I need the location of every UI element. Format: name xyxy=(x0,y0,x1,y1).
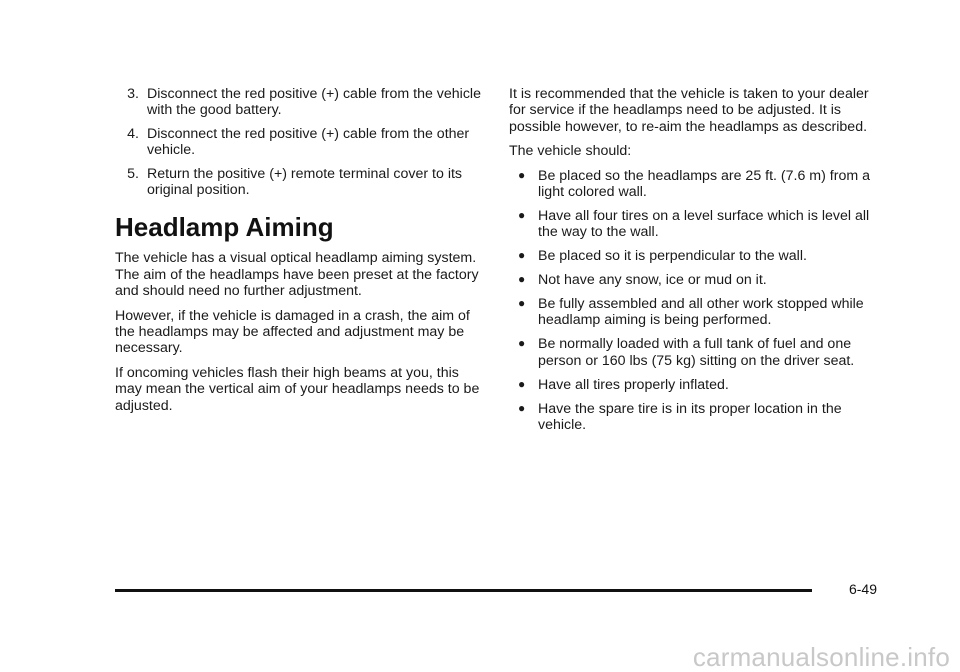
list-item-text: Have the spare tire is in its proper location in the vehicle. xyxy=(538,400,842,433)
list-item xyxy=(509,208,874,241)
bullet-icon: ● xyxy=(518,376,526,391)
list-item-text: Be fully assembled and all other work stopped while headlamp aiming is being performed. xyxy=(538,296,864,329)
bullet-icon: ● xyxy=(518,336,526,351)
bullet-icon: ● xyxy=(518,296,526,311)
list-item xyxy=(509,401,874,434)
bullet-icon: ● xyxy=(518,167,526,182)
list-item-text: Have all four tires on a level surface which is level all the way to the wall. xyxy=(538,207,870,241)
step-text: Return the positive (+) remote terminal cover to its original position. xyxy=(147,165,463,199)
step-number: 3. xyxy=(127,86,139,102)
list-item xyxy=(509,336,874,369)
watermark: carmanualsonline.info xyxy=(692,642,950,672)
left-column xyxy=(115,86,487,422)
list-item xyxy=(509,168,874,201)
list-item xyxy=(509,296,874,329)
step-item xyxy=(115,166,487,199)
step-text: Disconnect the red positive (+) cable from the vehicle with the good battery. xyxy=(147,86,481,119)
intro-paragraph: It is recommended that the vehicle is taken to your dealer for service if the headlamps need to be adjusted. It is possible however, to re-aim the headlamps as described. xyxy=(509,86,869,135)
bullet-icon: ● xyxy=(518,207,526,222)
list-item-text: Be normally loaded with a full tank of fuel and one person or 160 lbs (75 kg) sitting on the driver seat. xyxy=(538,336,855,369)
bullet-icon: ● xyxy=(518,272,526,287)
step-item xyxy=(115,126,487,159)
step-number: 5. xyxy=(127,165,139,182)
lead-paragraph: The vehicle should: xyxy=(509,143,632,160)
bullet-list xyxy=(509,168,874,434)
step-text: Disconnect the red positive (+) cable from the other vehicle. xyxy=(147,125,470,159)
paragraph: If oncoming vehicles flash their high beams at you, this may mean the vertical aim of your headlamps needs to be adjusted. xyxy=(115,364,480,414)
list-item-text: Be placed so it is perpendicular to the wall. xyxy=(538,248,807,265)
list-item xyxy=(509,377,874,393)
page-number: 6-49 xyxy=(848,581,877,597)
section-heading: Headlamp Aiming xyxy=(115,212,334,243)
list-item xyxy=(509,272,874,288)
list-item-text: Be placed so the headlamps are 25 ft. (7.6 m) from a light colored wall. xyxy=(538,167,870,201)
step-item xyxy=(115,86,487,119)
step-list xyxy=(115,86,487,198)
step-number: 4. xyxy=(127,125,139,142)
paragraph: The vehicle has a visual optical headlamp aiming system. The aim of the headlamps have been preset at the factory and should need no further adjustment. xyxy=(115,250,479,300)
list-item-text: Have all tires properly inflated. xyxy=(538,376,729,393)
right-column xyxy=(509,86,874,441)
list-item-text: Not have any snow, ice or mud on it. xyxy=(538,272,767,289)
list-item xyxy=(509,248,874,264)
paragraph: However, if the vehicle is damaged in a crash, the aim of the headlamps may be affected and adjustment may be necessary. xyxy=(115,307,470,357)
bullet-icon: ● xyxy=(518,400,526,415)
bullet-icon: ● xyxy=(518,248,526,263)
footer-rule xyxy=(115,589,812,592)
